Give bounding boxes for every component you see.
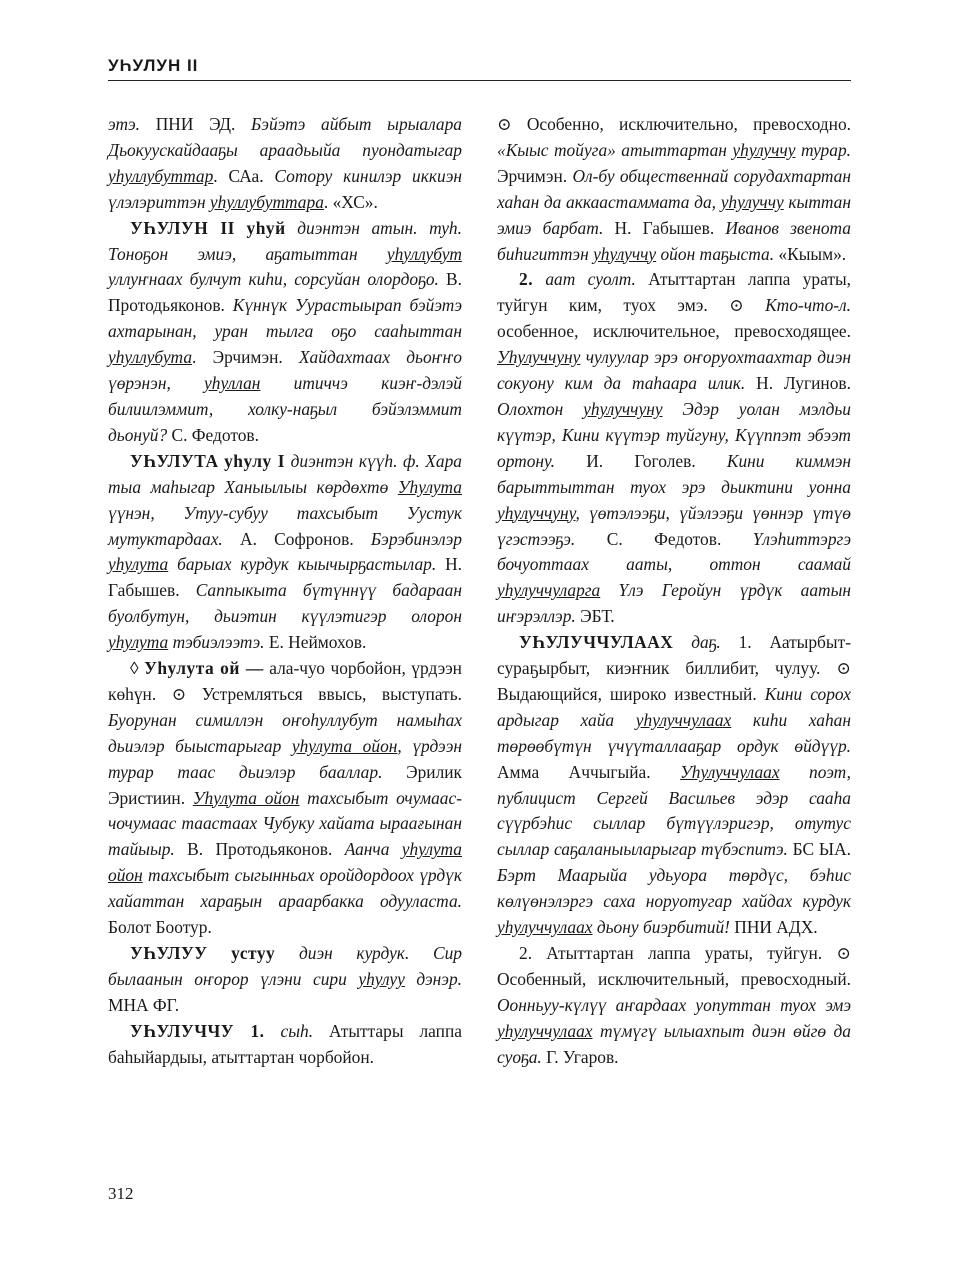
example-text: Кини киммэн барыттыттан туох эрэ дьиктини уонна [497, 450, 851, 497]
headword: уһуй [246, 217, 286, 238]
example-text: Кини сорох ардыгар хайа [497, 683, 851, 730]
entry-text: 2. Атыттартан лаппа ураты, туйгун. ⊙ Особенный, исключительный, превосходный. [497, 943, 851, 989]
grammar-label: аат суолт. [533, 269, 636, 290]
dictionary-entry [108, 941, 462, 1019]
entry-text: И. Гоголев. [555, 450, 727, 471]
entry-text: особенное, исключительное, превосходящее. [497, 321, 851, 342]
headword: УҺУЛУН II [130, 217, 235, 238]
example-text: Сир былаанын оҥорор үлэни сири [108, 943, 462, 989]
entry-text: Г. Угаров. [541, 1046, 619, 1067]
entry-text [409, 943, 433, 963]
entry-text: ПНИ ЭД. [140, 114, 252, 134]
entry-text: А. Софронов. [222, 528, 371, 549]
headword: УҺУЛУЧЧУ 1. [130, 1020, 265, 1041]
highlighted-form: уһулута ойон [291, 735, 398, 756]
highlighted-form: уһулуччуларга [497, 580, 601, 601]
example-text: Иванов звенота биһигиттэн [497, 217, 851, 264]
entry-text: БС ЫА. [787, 839, 851, 860]
example-text: уллуҥнаах булчут киһи, сорсуйан олордоҕо. [108, 269, 439, 290]
headword: 2. [519, 269, 534, 290]
entry-text: С. Федотов. [575, 528, 753, 549]
dictionary-entry [108, 112, 462, 216]
example-text: итиччэ киэҥ-дэлэй билиилэммит, холку-наҕыл бэйэлэммит дьонуй? [108, 373, 462, 445]
example-text: Бэйэтэ айбыт ырыалара Дьокуускайдааҕы араадьыйа пуондатыгар [108, 114, 462, 160]
entry-text: ала-чуо чорбойон, үрдээн көһүн. ⊙ Устремляться ввысь, выступать. [108, 658, 462, 704]
example-text: Үлэ Геройун үрдүк аатын иҥэрэллэр. [497, 580, 851, 627]
example-text: ойон таҕыста. [656, 243, 775, 264]
highlighted-form: уһулута ойон [108, 839, 463, 886]
example-text: Ол-бу общественнай сорудахтартан хаһан да аккаастаммата да, [497, 165, 852, 212]
example-text: кыттан эмиэ барбат. [497, 191, 851, 238]
page-number: 312 [108, 1184, 134, 1203]
headword: устуу [231, 943, 276, 963]
grammar-label: даҕ. [673, 632, 721, 653]
highlighted-form: уһулуччулаах [497, 917, 593, 938]
entry-text: Н. Габышев. [108, 554, 462, 601]
entry-text: . «ХС». [323, 191, 378, 212]
example-text: Тоноҕон эмиэ, аҕатыттан [108, 243, 387, 264]
example-text: чулуулар эрэ оҥоруохтаахтар диэн сокуону ким да таһаара илик. [497, 347, 851, 394]
running-head: УҺУЛУН II [108, 56, 199, 75]
highlighted-form: уһулуу [358, 968, 405, 989]
entry-text: Атыттары лаппа баһыйардыы, атыттартан чорбойон. [108, 1020, 463, 1067]
grammar-label: диэнтэн күүһ. ф. [285, 450, 420, 471]
highlighted-form: Уһулуччулаах [680, 761, 780, 782]
entry-text: ⊙ Особенно, исключительно, превосходно. [497, 114, 851, 134]
example-text: тахсыбыт очумаас-чочумаас таастаах Чубуку хайата ыраағынан тайыыр. [108, 787, 463, 860]
example-text: Күннүк Уурастыырап бэйэтэ ахтарынан, уран тылга оҕо сааһыттан [108, 295, 462, 342]
headword: УҺУЛУЧЧУЛААХ [519, 632, 674, 653]
highlighted-form: уһулута [108, 554, 169, 575]
highlighted-form: уһулуччулаах [635, 709, 732, 730]
example-text: Эдэр уолан мэлдьи күүтэр, Кини күүтэр туйгуну, Күүппэт эбээт ортону. [497, 398, 852, 471]
highlighted-form: Уһулута [397, 476, 462, 497]
grammar-label: диэн курдук. [275, 943, 410, 963]
example-text: Саппыкыта бүтүннүү бадараан буолбутун, дьиэтин күүлэтигэр олорон [108, 580, 462, 627]
entry-text: Н. Габышев. [603, 217, 726, 238]
dictionary-entry [108, 449, 462, 656]
entry-text: ПНИ АДХ. [729, 917, 818, 938]
entry-text: Н. Лугинов. [745, 373, 851, 394]
dictionary-entry [497, 267, 851, 630]
example-text: түмүгү ылыахпыт диэн өйгө да суоҕа. [497, 1020, 851, 1067]
highlighted-form: уһулуччу [732, 139, 796, 160]
example-text: «Кыыс тойуга» атыттартан [497, 139, 733, 160]
dictionary-entry [497, 112, 851, 267]
example-text: , үөтэлээҕи, үйэлээҕи үөннэр үтүө үгэстээҕэ. [497, 502, 851, 549]
page-header [108, 56, 851, 81]
entry-text: Болот Боотур. [108, 917, 212, 938]
example-text: этэ. [108, 114, 141, 134]
dictionary-entry [108, 216, 462, 449]
highlighted-form: уһуллубуттара [209, 191, 324, 212]
example-text: киһи хаһан төрөөбүтүн үчүүталлааҕар ордук өйдүүр. [497, 709, 851, 756]
example-text: турар. [795, 139, 851, 160]
highlighted-form: уһулуччуну [497, 502, 576, 523]
highlighted-form: уһулуччу [593, 243, 657, 264]
entry-text: Эрилик Эристиин. [108, 761, 463, 808]
entry-text: Эрчимэн. [497, 165, 573, 186]
highlighted-form: уһулуччу [720, 191, 784, 212]
entry-text: Атыттартан лаппа ураты, туйгун ким, туох эмэ. ⊙ [497, 269, 851, 316]
highlighted-form: Уһулуччуну [497, 347, 581, 368]
headword: уһулу I [224, 450, 286, 471]
example-text: Олохтон [497, 398, 584, 419]
example-text: Хара тыа маһыгар Ханыылыы көрдөхтө [108, 450, 463, 497]
entry-text [235, 218, 247, 238]
example-text: дэнэр. [404, 968, 462, 989]
headword: Уһулута ой — [144, 658, 264, 679]
highlighted-form: уһуллубут [386, 243, 462, 264]
entry-text: Е. Неймохов. [264, 632, 367, 653]
highlighted-form: уһулуччулаах [497, 1020, 593, 1041]
example-text: тэбиэлээтэ. [168, 632, 265, 653]
dictionary-entry [108, 1019, 462, 1071]
example-text: Сотору кинилэр иккиэн үлэлэриттэн [108, 165, 462, 212]
entry-text [207, 943, 231, 963]
highlighted-form: уһуллубуттар [108, 165, 214, 186]
headword: УҺУЛУУ [130, 943, 208, 963]
grammar-label: сыһ. [264, 1020, 314, 1041]
entry-text: В. Протодьяконов. [108, 269, 462, 316]
entry-text: «Кыым». [774, 243, 847, 264]
example-text: , үрдээн турар таас дьиэлэр бааллар. [108, 735, 463, 782]
highlighted-form: уһулута [108, 632, 169, 653]
example-text: Кто-что-л. [765, 295, 851, 316]
dictionary-entry [497, 630, 851, 941]
entry-text: . САа. [213, 165, 275, 186]
entry-text: В. Протодьяконов. [174, 839, 345, 860]
highlighted-form: уһулуччуну [583, 398, 663, 419]
example-text: тахсыбыт сыгынньах оройдордоох үрдүк хайаттан хараҕын араарбакка одууласта. [108, 865, 462, 912]
dictionary-entry [108, 656, 462, 941]
entry-text: Амма Аччыгыйа. [497, 761, 681, 782]
example-text: Буорунан симиллэн оҥоһуллубут намыһах дьиэлэр быыстарыгар [108, 709, 462, 756]
entry-text: ◊ [130, 658, 145, 679]
example-text: дьону биэрбитий! [592, 917, 730, 938]
example-text: үүнэн, Утуу-субуу тахсыбыт Уустук мутуктардаах. [108, 502, 462, 549]
left-column [108, 112, 462, 1071]
right-column [497, 112, 851, 1071]
example-text: Үлэһиттэргэ бочуоттаах ааты, оттон саамай [497, 528, 851, 575]
example-text: Бэрт Маарыйа удьуора төрдүс, бэһис көлүөнэлэргэ саха норуотугар хайдах курдук [497, 865, 851, 912]
example-text: Оонньуу-күлүү аҥардаах уопуттан туох эмэ [497, 994, 851, 1015]
highlighted-form: Уһулута ойон [192, 787, 300, 808]
entry-text: ЭБТ. [575, 606, 615, 627]
example-text: Бэрэбинэлэр [370, 528, 462, 549]
highlighted-form: уһуллубута [108, 347, 193, 368]
highlighted-form: уһуллан [204, 373, 261, 394]
example-text: барыах курдук кыычырҕастылар. [168, 554, 437, 575]
example-text: поэт, публицист Сергей Васильев эдэр сааһа сүүрбэһис сыллар бүтүүлэригэр, отутус сыллар саҕаланыыларыгар түбэспитэ. [497, 761, 851, 860]
grammar-label: диэнтэн атын. туһ. [285, 217, 462, 238]
entry-text: С. Федотов. [167, 424, 259, 445]
headword: УҺУЛУТА [130, 450, 219, 471]
example-text: Аанча [344, 839, 402, 860]
entry-text: . Эрчимэн. [192, 347, 299, 368]
entry-text: МНА ФГ. [108, 994, 180, 1015]
example-text: Хайдахтаах дьоҥҥо үөрэнэн, [108, 347, 462, 394]
dictionary-entry [497, 941, 851, 1071]
entry-text: 1. Аатырбыт-сураҕырбыт, киэҥник биллибит, чулуу. ⊙ Выдающийся, широко известный. [497, 632, 851, 704]
